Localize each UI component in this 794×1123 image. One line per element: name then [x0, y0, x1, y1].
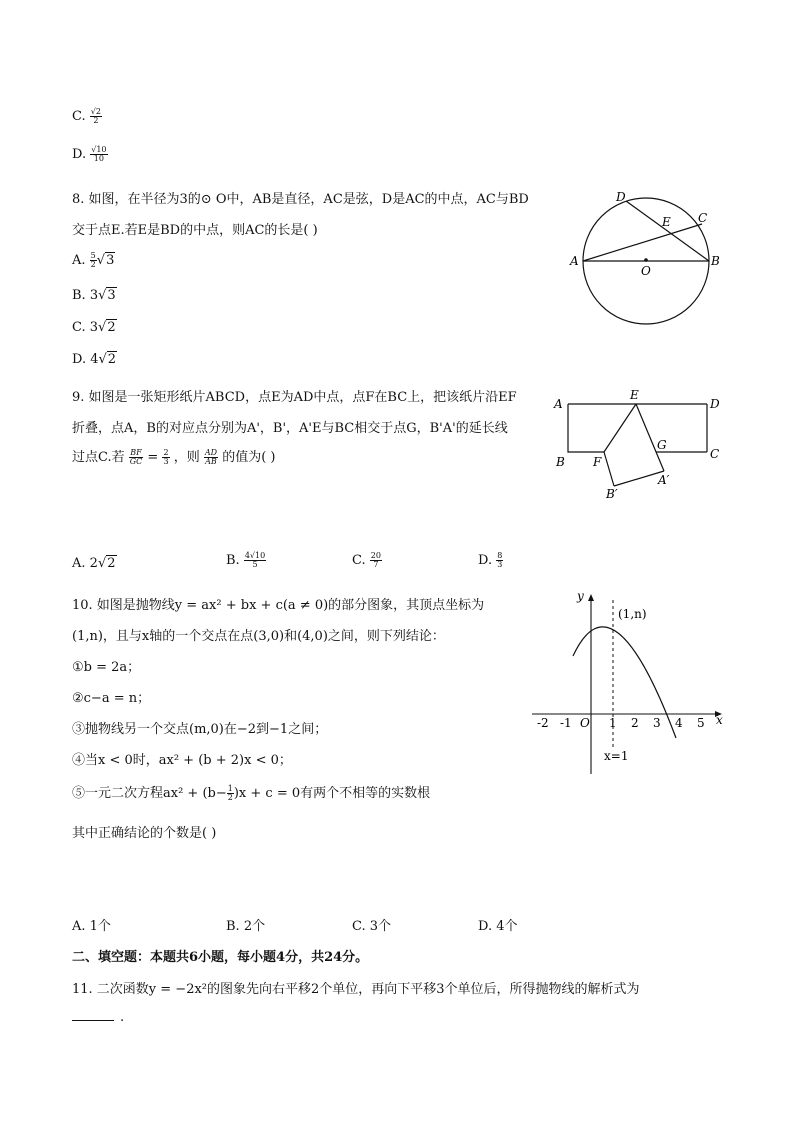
q8-option-c: C. 3√2	[72, 320, 116, 335]
segment-fb2	[604, 452, 614, 486]
q8-circle-figure	[566, 186, 726, 332]
q9-stem-line2: 折叠，点A，B的对应点分别为A'，B'，A'E与BC相交于点G，B'A'的延长线	[72, 421, 508, 436]
q8-stem-line2: 交于点E.若E是BD的中点，则AC的长是( )	[72, 223, 318, 238]
tick-label: 4	[675, 716, 683, 730]
q7-option-d: D. $\frac{√10}{10}$	[72, 145, 107, 163]
label-f: F	[593, 455, 602, 469]
tick-label: -1	[560, 716, 572, 730]
q10-conclusion-3: ③抛物线另一个交点(m,0)在−2到−1之间；	[72, 722, 328, 737]
answer-blank[interactable]	[72, 1020, 114, 1021]
y-axis-arrow	[588, 594, 594, 601]
tick-label: -2	[537, 716, 549, 730]
x-axis-label: x	[716, 713, 723, 727]
q9-option-b: B. $\frac{4√10}{5}$	[226, 551, 266, 569]
label-a: A	[570, 254, 579, 268]
label-a-prime: A′	[658, 473, 670, 487]
label-a: A	[554, 397, 563, 411]
symmetry-axis-label: x=1	[604, 749, 629, 763]
rect-left-part	[568, 404, 604, 452]
q8-option-d: D. 4√2	[72, 352, 117, 367]
q10-conclusion-4: ④当x < 0时，ax² + (b + 2)x < 0；	[72, 753, 292, 768]
q11-stem-line1: 11. 二次函数y = −2x²的图象先向右平移2个单位，再向下平移3个单位后，所得抛物线的解析式为	[72, 982, 640, 997]
q10-option-a: A. 1个	[72, 919, 111, 934]
label-e: E	[662, 215, 671, 229]
q10-conclusion-1: ①b = 2a；	[72, 660, 141, 675]
q10-option-b: B. 2个	[226, 919, 266, 934]
segment-b2a2	[614, 471, 664, 486]
q9-option-d: D. $\frac{8}{3}$	[478, 551, 503, 569]
tick-label: 2	[631, 716, 639, 730]
y-axis-label: y	[577, 589, 584, 603]
q7-option-c-fraction: $\frac{√2}{2}$	[90, 107, 101, 125]
tick-label: 1	[609, 716, 617, 730]
label-b: B	[711, 254, 720, 268]
q10-conclusion-5: ⑤一元二次方程ax² + (b− $\frac{1}{2}$ )x + c = 0有两个不相等的实数根	[72, 784, 431, 802]
tick-label: 3	[653, 716, 661, 730]
q10-conclusion-2: ②c−a = n；	[72, 691, 151, 706]
q7-option-d-fraction: $\frac{√10}{10}$	[91, 145, 107, 163]
q8-option-a: A. $\frac{5}{2}$ √3	[72, 251, 115, 269]
q8-stem-line1: 8. 如图，在半径为3的⊙ O中，AB是直径，AC是弦，D是AC的中点，AC与BD	[72, 192, 529, 207]
q9-stem-line3: 过点C.若 $\frac{BF}{GC}$ = $\frac{2}{3}$ ，则 $\frac{AD}{AB}$ 的值为( )	[72, 448, 276, 466]
label-d: D	[710, 397, 720, 411]
label-c: C	[710, 447, 720, 461]
q11-stem-line2: .	[72, 1010, 124, 1025]
q9-rectangle-figure	[550, 384, 730, 504]
label-g: G	[657, 438, 667, 452]
q10-parabola-graph	[532, 588, 728, 778]
q9-stem-line1: 9. 如图是一张矩形纸片ABCD，点E为AD中点，点F在BC上，把该纸片沿EF	[72, 390, 517, 405]
section-heading: 二、填空题：本题共6小题，每小题4分，共24分。	[72, 950, 369, 965]
q7-option-c: C. $\frac{√2}{2}$	[72, 107, 101, 125]
q9-option-c: C. $\frac{20}{7}$	[352, 551, 381, 569]
label-b: B	[556, 455, 565, 469]
label-o: O	[641, 264, 651, 278]
q10-option-d: D. 4个	[478, 919, 518, 934]
q10-question: 其中正确结论的个数是( )	[72, 826, 217, 841]
origin-label: O	[580, 716, 590, 730]
fold-line-ef	[604, 404, 636, 452]
tick-label: 5	[697, 716, 705, 730]
label-e: E	[630, 388, 639, 402]
q10-option-c: C. 3个	[352, 919, 392, 934]
q8-option-b: B. 3√3	[72, 288, 116, 303]
segment-bd	[626, 201, 709, 261]
center-dot	[644, 258, 648, 262]
label-c: C	[698, 211, 708, 225]
q10-stem-line2: (1,n)，且与x轴的一个交点在点(3,0)和(4,0)之间，则下列结论：	[72, 629, 445, 644]
vertex-label: (1,n)	[618, 607, 647, 621]
q10-stem-line1: 10. 如图是抛物线y = ax² + bx + c(a ≠ 0)的部分图象，其顶点坐标为	[72, 598, 485, 613]
label-d: D	[616, 190, 626, 204]
label-b-prime: B′	[606, 487, 618, 501]
q9-option-a: A. 2√2	[72, 556, 116, 571]
